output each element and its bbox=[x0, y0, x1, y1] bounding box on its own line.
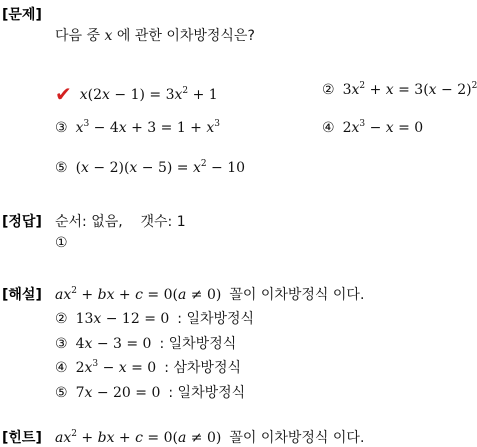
answer-value: ① bbox=[55, 235, 68, 251]
hint-expr: $ax^2$ + bx + c = 0(a ≠ 0) bbox=[55, 429, 222, 446]
explanation-line-1 bbox=[55, 284, 364, 304]
explanation-line-2-num: ② bbox=[55, 311, 68, 327]
answer-meta: 순서: 없음, 갯수: 1 bbox=[55, 214, 186, 230]
explanation-line-5-expr: 7x − 20 = 0 bbox=[75, 385, 161, 401]
option-2-expr: $3x^2 + x = 3(x - 2)^2$ bbox=[342, 81, 477, 98]
question-text bbox=[55, 25, 255, 45]
option-1[interactable] bbox=[55, 82, 218, 106]
explanation-line-4-num: ④ bbox=[55, 360, 68, 376]
option-5-num: ⑤ bbox=[55, 160, 68, 176]
explanation-line-4-suffix: : 삼차방정식 bbox=[164, 360, 242, 376]
explanation-line-2 bbox=[55, 308, 254, 328]
explanation-line-3-suffix: : 일차방정식 bbox=[159, 336, 237, 352]
explanation-line-3-expr: 4x − 3 = 0 bbox=[75, 336, 152, 352]
hint-suffix: 꼴이 이차방정식 이다. bbox=[229, 430, 365, 446]
answer-label: [정답] bbox=[2, 214, 42, 230]
explanation-line-5 bbox=[55, 382, 245, 402]
option-4-num: ④ bbox=[322, 120, 335, 136]
hint-line bbox=[55, 427, 364, 447]
explanation-line-2-suffix: : 일차방정식 bbox=[177, 311, 255, 327]
option-3-num: ③ bbox=[55, 120, 68, 136]
option-4-expr: $2x^3 - x = 0$ bbox=[342, 119, 424, 136]
explanation-line-1-suffix: 꼴이 이차방정식 이다. bbox=[229, 287, 365, 303]
option-1-expr: $x(2x - 1) = 3x^2 + 1$ bbox=[79, 86, 218, 103]
explanation-line-4-expr: $2x^3 - x = 0$ bbox=[75, 359, 157, 376]
problem-label: [문제] bbox=[2, 7, 42, 23]
check-mark-icon: ✔ bbox=[55, 82, 72, 106]
option-2[interactable] bbox=[322, 82, 477, 98]
option-5[interactable] bbox=[55, 160, 245, 176]
explanation-line-5-num: ⑤ bbox=[55, 385, 68, 401]
explanation-label: [해설] bbox=[2, 287, 42, 303]
explanation-line-2-expr: 13x − 12 = 0 bbox=[75, 311, 170, 327]
explanation-line-5-suffix: : 일차방정식 bbox=[168, 385, 246, 401]
question-rendered: 다음 중 x 에 관한 이차방정식은? bbox=[55, 28, 255, 44]
option-3-expr: $x^3 - 4x + 3 = 1 + x^3$ bbox=[75, 119, 221, 136]
hint-label: [힌트] bbox=[2, 430, 42, 446]
option-3[interactable] bbox=[55, 120, 220, 136]
option-2-num: ② bbox=[322, 82, 335, 98]
option-4[interactable] bbox=[322, 120, 423, 136]
option-5-expr: $(x - 2)(x - 5) = x^2 - 10$ bbox=[75, 159, 246, 176]
explanation-line-1-expr: $ax^2$ + bx + c = 0(a ≠ 0) bbox=[55, 286, 222, 303]
explanation-line-4 bbox=[55, 357, 241, 377]
explanation-line-3 bbox=[55, 333, 236, 353]
explanation-line-3-num: ③ bbox=[55, 336, 68, 352]
